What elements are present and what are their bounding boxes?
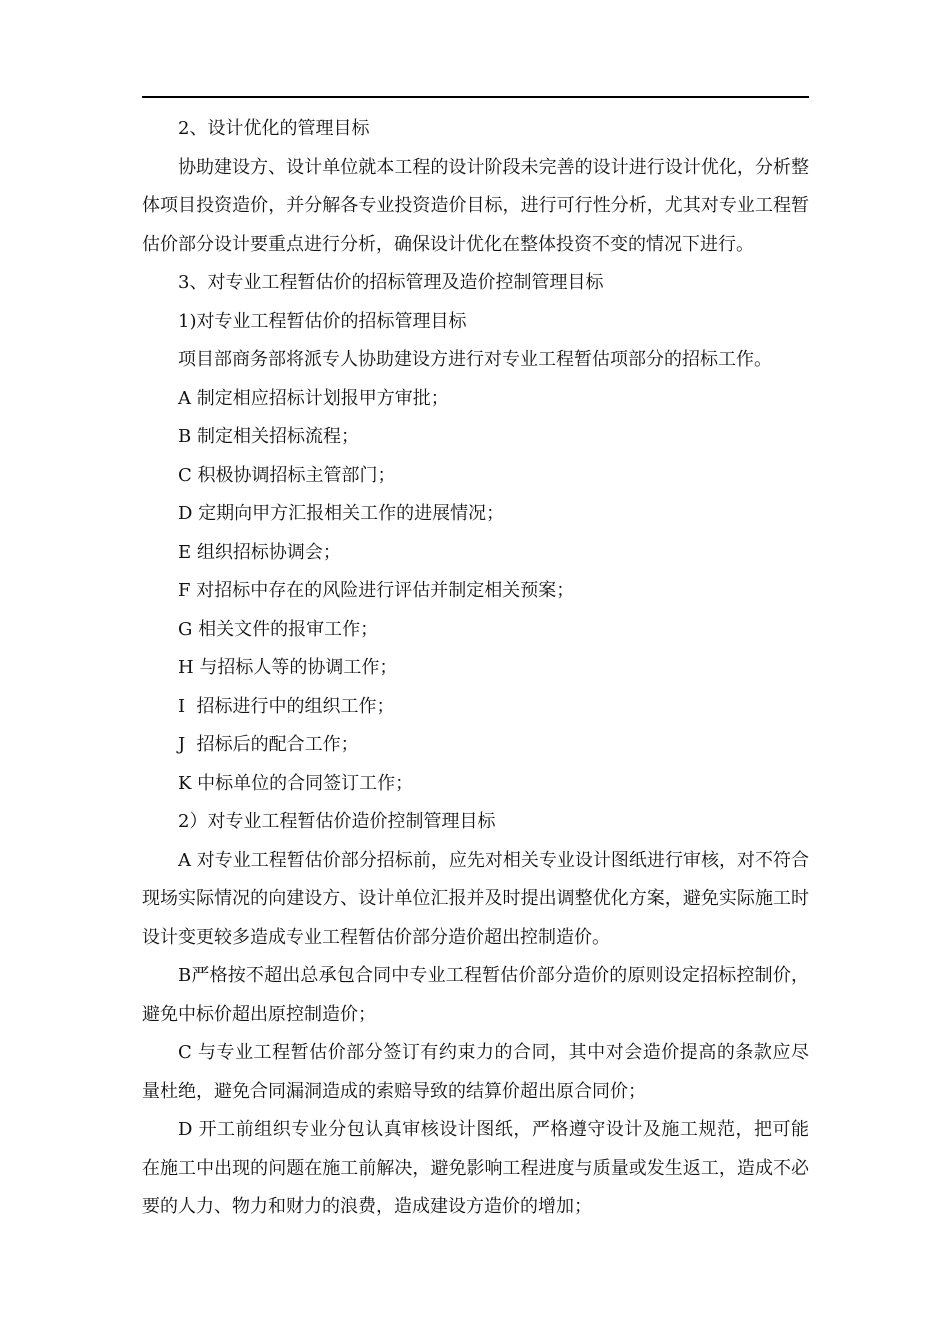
list-item-a: A 制定相应招标计划报甲方审批； — [178, 387, 449, 409]
list-item-g: G 相关文件的报审工作； — [178, 618, 379, 640]
list-item-e: E 组织招标协调会； — [178, 541, 341, 563]
paragraph-design-optimization: 协助建设方、设计单位就本工程的设计阶段未完善的设计进行设计优化，分析整体项目投资造价，并分解各专业投资造价目标，进行可行性分析，尤其对专业工程暂估价部分设计要重点进行分析，确保设计优化在整体投资不变的情况下进行。 — [142, 156, 809, 255]
cost-item-a: A 对专业工程暂估价部分招标前，应先对相关专业设计图纸进行审核，对不符合现场实际情况的向建设方、设计单位汇报并及时提出调整优化方案，避免实际施工时设计变更较多造成专业工程暂估价部分造价超出控制造价。 — [142, 849, 809, 948]
paragraph-tender-intro: 项目部商务部将派专人协助建设方进行对专业工程暂估项部分的招标工作。 — [178, 349, 772, 370]
header-rule — [142, 96, 809, 98]
section-heading-tender-cost-control: 3、对专业工程暂估价的招标管理及造价控制管理目标 — [178, 272, 604, 293]
list-item-d: D 定期向甲方汇报相关工作的进展情况； — [178, 503, 505, 524]
list-item-i: I 招标进行中的组织工作； — [178, 695, 395, 717]
list-item-h: H 与招标人等的协调工作； — [178, 657, 398, 678]
list-item-b: B 制定相关招标流程； — [178, 426, 359, 447]
cost-item-d: D 开工前组织专业分包认真审核设计图纸，严格遵守设计及施工规范，把可能在施工中出现的问题在施工前解决，避免影响工程进度与质量或发生返工，造成不必要的人力、物力和财力的浪费，造成建设方造价的增加； — [142, 1119, 809, 1217]
document-body — [142, 110, 809, 1227]
list-item-c: C 积极协调招标主管部门； — [178, 464, 396, 486]
subheading-cost-control: 2）对专业工程暂估价造价控制管理目标 — [178, 811, 496, 832]
subheading-tender-management: 1)对专业工程暂估价的招标管理目标 — [178, 310, 467, 332]
list-item-j: J 招标后的配合工作； — [178, 734, 359, 755]
cost-item-b: B严格按不超出总承包合同中专业工程暂估价部分造价的原则设定招标控制价，避免中标价超出原控制造价； — [142, 965, 809, 1025]
list-item-f: F 对招标中存在的风险进行评估并制定相关预案； — [178, 580, 575, 601]
list-item-k: K 中标单位的合同签订工作； — [178, 772, 414, 794]
section-heading-design-optimization: 2、设计优化的管理目标 — [178, 118, 370, 139]
cost-item-c: C 与专业工程暂估价部分签订有约束力的合同，其中对会造价提高的条款应尽量杜绝，避免合同漏洞造成的索赔导致的结算价超出原合同价； — [142, 1042, 809, 1102]
